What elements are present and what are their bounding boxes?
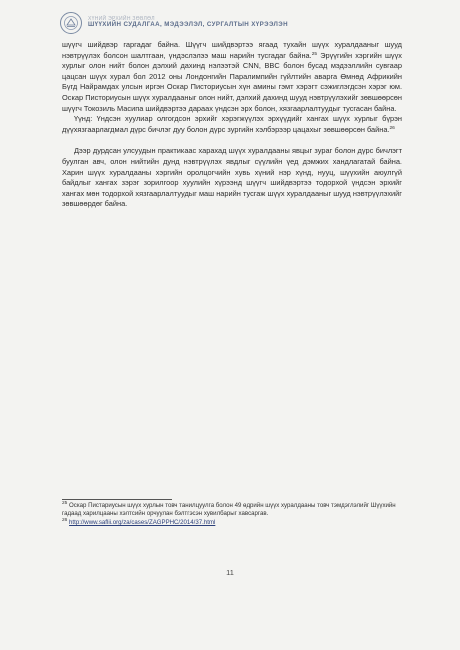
footnote-ref-26[interactable]: 26: [389, 125, 395, 131]
footnote-divider: [62, 499, 172, 500]
footnote-ref-25[interactable]: 25: [311, 51, 318, 57]
header-org-top: ХҮНИЙ ЭРХИЙН ЗӨВЛӨЛ: [88, 15, 155, 22]
paragraph-1-text-a: шүүгч шийдвэр гаргадаг байна. Шүүгч шийдвэртээ ягаад тухайн шүүх хуралдааныг шууд нэвтрүүлэх болсон шалтгаан, үндэслэлээ маш нарийн тусгадаг байна.: [62, 40, 402, 60]
document-body: [62, 40, 402, 210]
paragraph-1: [62, 40, 402, 114]
footnote-25-number: 25: [62, 501, 68, 506]
footnote-25-text: Оскар Пистариусын шүүх хурлын товч танилцуулга болон 49 өдрийн шүүх хуралдааны товч тэмдэглэлийг Шүүхийн гадаад харилцааны хэлтсийн орчуулан бэлтгэсэн хувилбарыг хавсаргав.: [62, 502, 396, 518]
footnote-26: [62, 519, 402, 527]
court-seal-icon: [60, 12, 82, 34]
footnote-25: [62, 502, 402, 519]
page-number: 11: [226, 568, 234, 577]
paragraph-3: Дээр дурдсан улсуудын практикаас харахад шүүх хуралдааны явцыг зураг болон дүрс бичлэгт буулган авч, олон нийтийн дунд нэвтрүүлэх явдлыг сүүлийн үед дэмжих хандлагатай байна. Харин шүүх хуралдааны хэргийн оролцогчийн хувь хүний нэр хүнд, нууц, шүүхийн аюулгүй байдлыг хангах зэрэг зорилгоор хуулийн хүрээнд шүүгч шийдвэртээ тодорхой үндсэн эрхийг хангах мөн тодорхой хязгаарлалтуудыг маш нарийн тусгаж шүүх хуралдааныг шууд нэвтрүүлэхийг зөвшөөрдөг байна.: [62, 146, 402, 209]
paragraph-2-text: Үүнд: Үндсэн хуулиар олгогдсон эрхийг хэрэгжүүлэх эрхүүдийг хангах шүүх хурлыг бүрэн дүүхязгаарлагдмал дүрс бичлэг дуу болон дүрс зургийн хэлбэрээр цацахыг зөвшөөрсөн байна.: [62, 114, 402, 134]
footnote-26-link[interactable]: http://www.saflii.org/za/cases/ZAGPPHC/2014/37.html: [69, 518, 216, 526]
paragraph-2: [62, 114, 402, 135]
header-org-name: ШҮҮХИЙН СУДАЛГАА, МЭДЭЭЛЭЛ, СУРГАЛТЫН ХҮРЭЭЛЭН: [88, 21, 288, 29]
footnotes: [62, 502, 402, 527]
footnote-26-number: 26: [62, 517, 68, 523]
paragraph-1-text-b: Эрүүгийн хэргийн шүүх хурлыг олон нийт болон дэлхий дахинд нэлээтэй CNN, BBC болон бусад мэдээллийн сувгаар цацсан шүүх хурал бол 2012 оны Лондонгийн Паралимпийн гүйлтийн аварга Өмнөд Африкийн Бүгд Найрамдах улсын иргэн Оскар Писториусын хүн амины гэмт хэрэгт сэжиглэгдсэн хэрэг юм. Оскар Писториусын шүүх хуралдааныг олон нийт, дэлхий дахинд шууд нэвтрүүлэхийг зөвшөөрсөн шүүгч Токозиль Масипа шийдвэртээ дараах үндсэн эрх болон, хязгаарлалтуудыг тусгасан байна.: [62, 50, 402, 113]
page-header: [60, 8, 400, 38]
